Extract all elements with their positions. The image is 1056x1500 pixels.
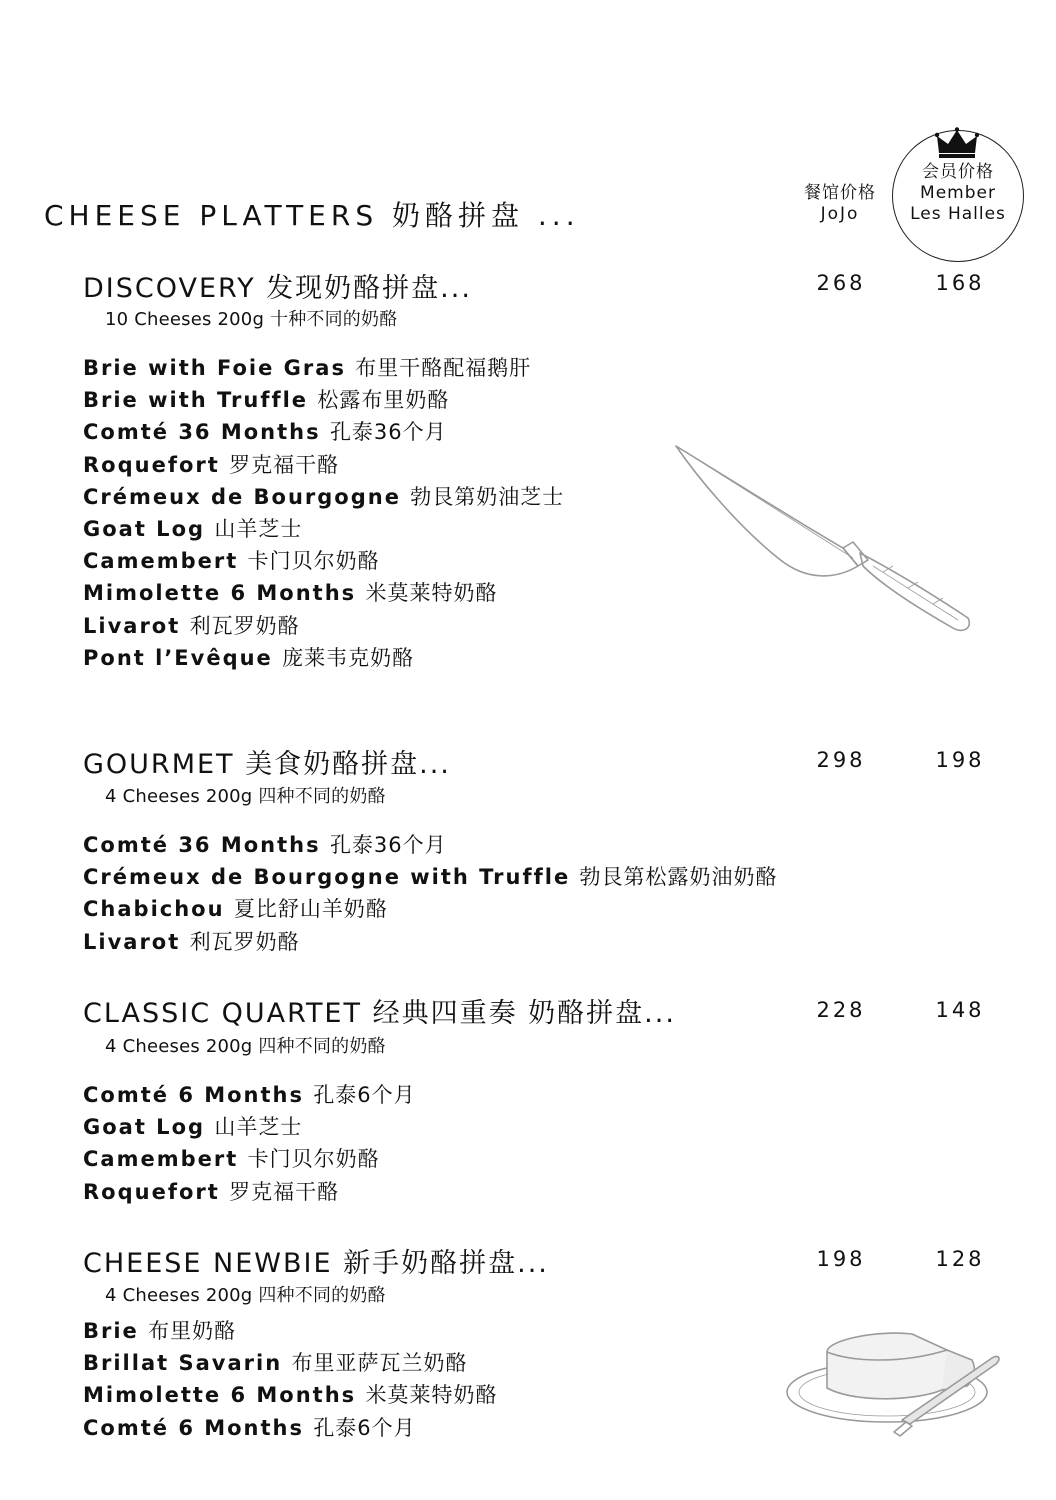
price-jojo-gourmet: 298 xyxy=(816,748,866,772)
page-title: CHEESE PLATTERS 奶酪拼盘 ... xyxy=(44,199,580,232)
list-item: Pont l’Evêque 庞莱韦克奶酪 xyxy=(83,645,415,670)
jojo-price-label-en: JoJo xyxy=(820,204,860,224)
list-item: Mimolette 6 Months 米莫莱特奶酪 xyxy=(83,1383,498,1408)
section-subtitle-discovery: 10 Cheeses 200g 十种不同的奶酪 xyxy=(105,309,398,330)
crown-icon xyxy=(935,127,979,159)
list-item: Brie with Truffle 松露布里奶酪 xyxy=(83,388,450,413)
price-jojo-classic-quartet: 228 xyxy=(816,998,866,1022)
price-member-discovery: 168 xyxy=(935,271,985,295)
price-member-cheese-newbie: 128 xyxy=(935,1247,985,1271)
member-price-label-en: Member xyxy=(920,183,996,203)
member-price-header xyxy=(892,162,1024,225)
price-member-classic-quartet: 148 xyxy=(935,998,985,1022)
section-subtitle-gourmet: 4 Cheeses 200g 四种不同的奶酪 xyxy=(105,786,386,807)
list-item: Crémeux de Bourgogne with Truffle 勃艮第松露奶油奶酪 xyxy=(83,865,778,890)
cheese-wheel-illustration xyxy=(782,1320,1022,1440)
list-item: Mimolette 6 Months 米莫莱特奶酪 xyxy=(83,581,498,606)
list-item: Goat Log 山羊芝士 xyxy=(83,1115,303,1140)
knife-illustration xyxy=(668,438,988,638)
section-title-classic-quartet: CLASSIC QUARTET 经典四重奏 奶酪拼盘... xyxy=(83,998,676,1029)
price-jojo-discovery: 268 xyxy=(816,271,866,295)
list-item: Camembert 卡门贝尔奶酪 xyxy=(83,549,380,574)
list-item: Crémeux de Bourgogne 勃艮第奶油芝士 xyxy=(83,484,565,509)
jojo-price-label-zh: 餐馆价格 xyxy=(804,183,876,203)
member-price-label-venue: Les Halles xyxy=(910,204,1006,224)
jojo-price-header xyxy=(788,183,892,225)
list-item: Chabichou 夏比舒山羊奶酪 xyxy=(83,897,388,922)
member-price-label-zh: 会员价格 xyxy=(922,162,994,182)
list-item: Camembert 卡门贝尔奶酪 xyxy=(83,1147,380,1172)
list-item: Livarot 利瓦罗奶酪 xyxy=(83,613,300,638)
section-subtitle-cheese-newbie: 4 Cheeses 200g 四种不同的奶酪 xyxy=(105,1285,386,1306)
price-member-gourmet: 198 xyxy=(935,748,985,772)
price-jojo-cheese-newbie: 198 xyxy=(816,1247,866,1271)
item-list-gourmet xyxy=(83,829,778,958)
list-item: Brillat Savarin 布里亚萨瓦兰奶酪 xyxy=(83,1351,468,1376)
list-item: Comté 36 Months 孔泰36个月 xyxy=(83,833,447,857)
list-item: Brie with Foie Gras 布里干酪配福鹅肝 xyxy=(83,356,532,380)
list-item: Comté 6 Months 孔泰6个月 xyxy=(83,1083,416,1107)
list-item: Livarot 利瓦罗奶酪 xyxy=(83,929,300,954)
list-item: Comté 6 Months 孔泰6个月 xyxy=(83,1415,416,1440)
section-title-gourmet: GOURMET 美食奶酪拼盘... xyxy=(83,749,451,780)
list-item: Comté 36 Months 孔泰36个月 xyxy=(83,420,447,445)
section-subtitle-classic-quartet: 4 Cheeses 200g 四种不同的奶酪 xyxy=(105,1036,386,1057)
section-title-discovery: DISCOVERY 发现奶酪拼盘... xyxy=(83,273,472,304)
section-title-cheese-newbie: CHEESE NEWBIE 新手奶酪拼盘... xyxy=(83,1248,549,1279)
item-list-discovery xyxy=(83,352,564,674)
list-item: Goat Log 山羊芝士 xyxy=(83,517,303,542)
list-item: Brie 布里奶酪 xyxy=(83,1319,237,1343)
item-list-cheese-newbie xyxy=(83,1315,497,1444)
item-list-classic-quartet xyxy=(83,1079,416,1208)
list-item: Roquefort 罗克福干酪 xyxy=(83,1179,340,1204)
list-item: Roquefort 罗克福干酪 xyxy=(83,452,340,477)
